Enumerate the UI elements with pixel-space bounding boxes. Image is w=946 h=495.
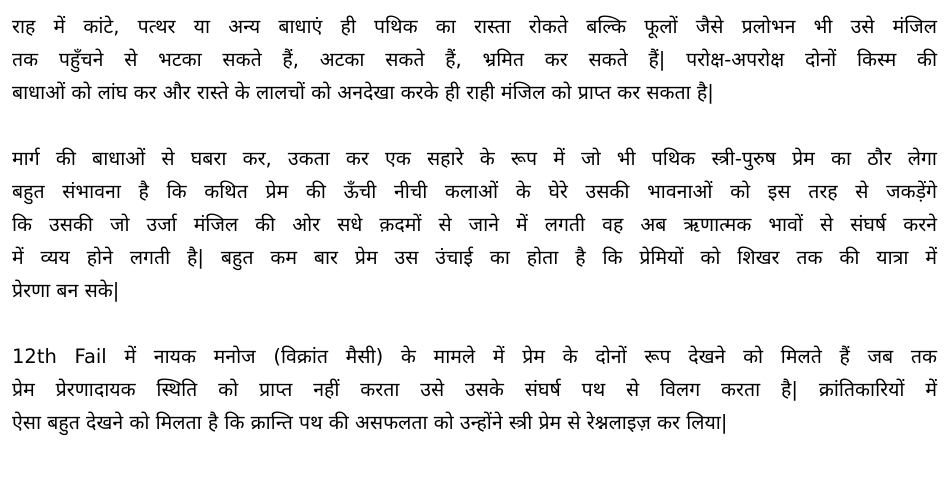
text-line: ऐसा बहुत देखने को मिलता है कि क्रान्ति पथ की असफलता को उन्होंने स्त्री प्रेम से रेश्नलाइज़ कर लिया| [12, 411, 728, 434]
text-line: कि उसकी जो उर्जा मंजिल की ओर सधे क़दमों से जाने में लगती वह अब ऋणात्मक भावों से संघर्ष करने [12, 213, 937, 236]
text-line: प्रेम प्रेरणादायक स्थिति को प्राप्त नहीं करता उसे उसके संघर्ष पथ से विलग करता है| क्रांतिकारियों में [12, 378, 937, 401]
text-line: मार्ग की बाधाओं से घबरा कर, उकता कर एक सहारे के रूप में जो भी पथिक स्त्री-पुरुष प्रेम का ठौर लेगा [12, 147, 937, 170]
text-line: तक पहुँचने से भटका सकते हैं, अटका सकते हैं, भ्रमित कर सकते हैं| परोक्ष-अपरोक्ष दोनों किस्म की [12, 48, 937, 71]
paragraph-3 [12, 340, 937, 439]
text-line: राह में कांटे, पत्थर या अन्य बाधाएं ही पथिक का रास्ता रोकते बल्कि फूलों जैसे प्रलोभन भी उसे मंजिल [12, 15, 937, 38]
text-line: प्रेरणा बन सके| [12, 279, 120, 302]
paragraph-2 [12, 142, 937, 307]
text-line: में व्यय होने लगती है| बहुत कम बार प्रेम उस उंचाई का होता है कि प्रेमियों को शिखर तक की यात्रा में [12, 246, 937, 269]
paragraph-1 [12, 10, 937, 109]
text-line: बहुत संभावना है कि कथित प्रेम की ऊँची नीची कलाओं के घेरे उसकी भावनाओं को इस तरह से जकड़ेंगे [12, 180, 937, 203]
document-body [12, 10, 937, 439]
text-line: बाधाओं को लांघ कर और रास्ते के लालचों को अनदेखा करके ही राही मंजिल को प्राप्त कर सकता है| [12, 81, 714, 104]
text-line: 12th Fail में नायक मनोज (विक्रांत मैसी) के मामले में प्रेम के दोनों रूप देखने को मिलते हैं जब तक [12, 345, 937, 368]
